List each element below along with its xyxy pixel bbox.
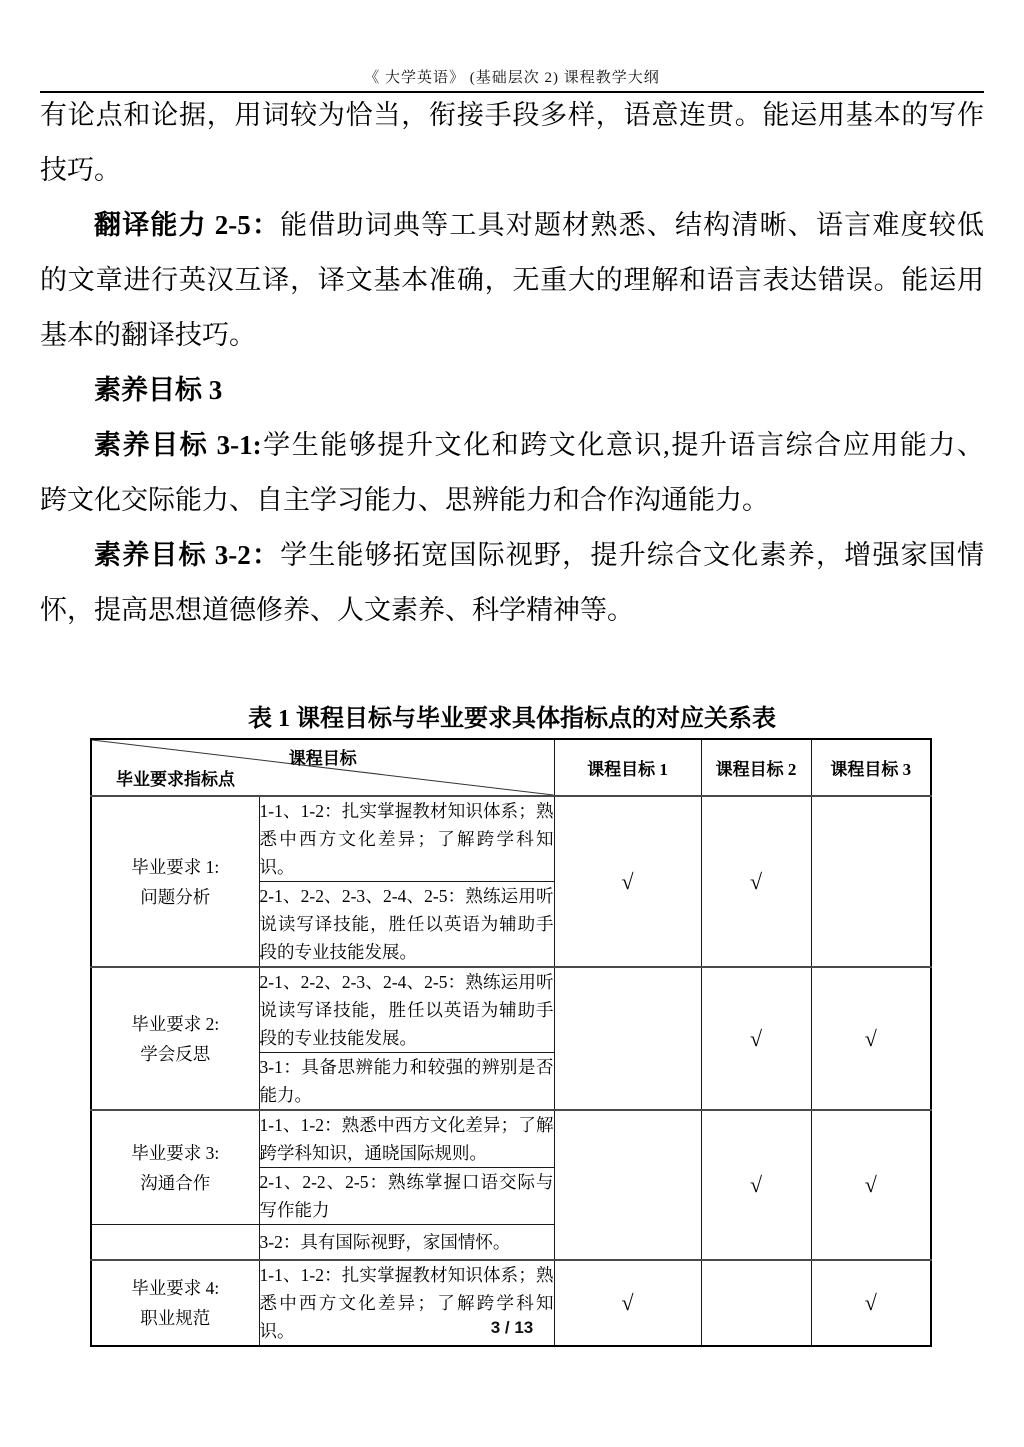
checkmark-cell xyxy=(554,967,701,1110)
checkmark-cell: √ xyxy=(701,796,811,967)
body-line: 素养目标 3-2：学生能够拓宽国际视野，提升综合文化素养，增强家国情 xyxy=(94,540,984,570)
indicator-desc-cell: 1-1、1-2：扎实掌握教材知识体系；熟悉中西方文化差异；了解跨学科知识。 xyxy=(259,1260,554,1346)
checkmark-cell: √ xyxy=(811,967,931,1110)
grad-req-label-cell: 毕业要求 4: 职业规范 xyxy=(91,1260,259,1346)
body-line: 基本的翻译技巧。 xyxy=(40,320,256,350)
body-line: 有论点和论据，用词较为恰当，衔接手段多样，语意连贯。能运用基本的写作 xyxy=(40,100,984,130)
checkmark-cell: √ xyxy=(811,1260,931,1346)
page-header-title: 《 大学英语》 (基础层次 2) 课程教学大纲 xyxy=(364,70,660,86)
grad-req-label-cell: 毕业要求 3: 沟通合作 xyxy=(91,1110,259,1225)
body-line: 素养目标 3-1:学生能够提升文化和跨文化意识,提升语言综合应用能力、 xyxy=(94,430,985,460)
grad-req-empty-cell xyxy=(91,1225,259,1260)
checkmark-cell: √ xyxy=(554,1260,701,1346)
body-line: 技巧。 xyxy=(40,155,121,185)
grad-req-label-cell: 毕业要求 1: 问题分析 xyxy=(91,796,259,967)
indicator-desc-cell: 3-2：具有国际视野，家国情怀。 xyxy=(259,1225,554,1260)
checkmark-cell: √ xyxy=(811,1110,931,1260)
mapping-table xyxy=(90,738,932,1347)
body-line: 怀，提高思想道德修养、人文素养、科学精神等。 xyxy=(40,595,634,625)
goal-column-header-1: 课程目标 1 xyxy=(554,739,701,796)
indicator-desc-cell: 2-1、2-2、2-3、2-4、2-5：熟练运用听说读写译技能，胜任以英语为辅助手段的专业技能发展。 xyxy=(259,967,554,1053)
goal-column-header-2: 课程目标 2 xyxy=(701,739,811,796)
body-line: 跨文化交际能力、自主学习能力、思辨能力和合作沟通能力。 xyxy=(40,485,769,515)
body-line: 的文章进行英汉互译，译文基本准确，无重大的理解和语言表达错误。能运用 xyxy=(40,265,984,295)
body-line: 翻译能力 2-5：能借助词典等工具对题材熟悉、结构清晰、语言难度较低 xyxy=(94,210,984,240)
indicator-desc-cell: 2-1、2-2、2-5：熟练掌握口语交际与写作能力 xyxy=(259,1168,554,1225)
page-number: 3 / 13 xyxy=(490,1318,534,1337)
diagonal-header-cell xyxy=(91,739,554,796)
indicator-desc-cell: 3-1：具备思辨能力和较强的辨别是否能力。 xyxy=(259,1053,554,1111)
body-text xyxy=(40,88,984,638)
course-goal-axis-label: 课程目标 xyxy=(288,749,357,768)
indicator-desc-cell: 2-1、2-2、2-3、2-4、2-5：熟练运用听说读写译技能，胜任以英语为辅助手段的专业技能发展。 xyxy=(259,882,554,968)
checkmark-cell: √ xyxy=(554,796,701,967)
indicator-desc-cell: 1-1、1-2：扎实掌握教材知识体系；熟悉中西方文化差异；了解跨学科知识。 xyxy=(259,796,554,882)
grad-req-label-cell: 毕业要求 2: 学会反思 xyxy=(91,967,259,1110)
checkmark-cell: √ xyxy=(701,967,811,1110)
checkmark-cell xyxy=(811,796,931,967)
checkmark-cell xyxy=(554,1110,701,1260)
checkmark-cell: √ xyxy=(701,1110,811,1260)
indicator-desc-cell: 1-1、1-2：熟悉中西方文化差异；了解跨学科知识，通晓国际规则。 xyxy=(259,1110,554,1168)
table-title: 表 1 课程目标与毕业要求具体指标点的对应关系表 xyxy=(248,706,776,732)
grad-req-axis-label: 毕业要求指标点 xyxy=(116,770,235,789)
body-line: 素养目标 3 xyxy=(94,375,223,405)
goal-column-header-3: 课程目标 3 xyxy=(811,739,931,796)
